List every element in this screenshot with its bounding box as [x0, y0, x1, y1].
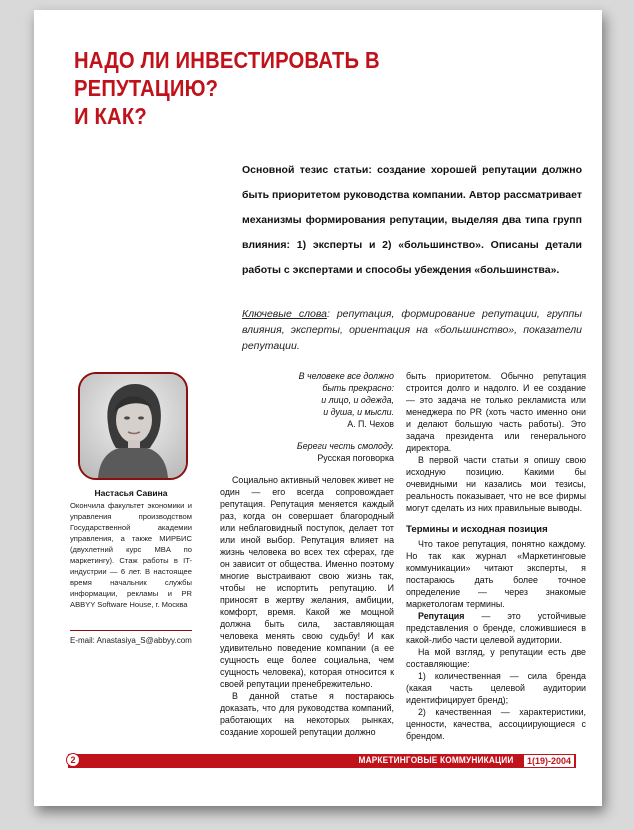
- page-number: 2: [66, 753, 80, 767]
- keywords: [242, 306, 582, 354]
- body-paragraph: 2) качественная — характеристики, ценности, качества, ассоциирующиеся с брендом.: [406, 707, 586, 741]
- author-email[interactable]: E-mail: Anastasiya_S@abbyy.com: [70, 636, 192, 645]
- title-line-1: НАДО ЛИ ИНВЕСТИРОВАТЬ В РЕПУТАЦИЮ?: [74, 47, 380, 101]
- body-paragraph: В данной статье я постараюсь доказать, что для руководства компаний, работающих на некоторых рынках, создание хорошей репутации должно: [220, 691, 394, 737]
- body-paragraph: На мой взгляд, у репутации есть две составляющие:: [406, 647, 586, 669]
- author-photo: [78, 372, 188, 480]
- body-column-1: [220, 370, 394, 738]
- author-portrait-image: [80, 374, 186, 478]
- keywords-label: Ключевые слова: [242, 308, 327, 320]
- title-line-2: И КАК?: [74, 103, 147, 129]
- body-paragraph: 1) количественная — сила бренда (какая часть целевой аудитории идентифицирует бренд);: [406, 671, 586, 705]
- article-title: [74, 46, 514, 130]
- keywords-text: : репутация, формирование репутации, группы влияния, эксперты, ориентация на «большинство», показатели репутации.: [242, 308, 582, 352]
- page-footer: [68, 754, 576, 768]
- epigraph-2-author: Русская поговорка: [317, 453, 394, 463]
- epigraph-1-line-2: быть прекрасно:: [322, 383, 394, 393]
- body-column-2: [406, 370, 586, 742]
- body-paragraph: Социально активный человек живет не один — его всегда сопровождает репутация. Репутация меняется каждый раз, когда он совершает благородный или неблаговидный поступок, делает тот или иной выбор. Репутация влияет на жизнь человека во всех тех сферах, где он зависит от общества. Именно поэтому многие выстраивают свою жизнь так, чтобы не испортить репутацию. И приносят в жертву желания, амбиции, комфорт, время. Какой же мощной должна быть сила, заставляющая человека менять свою судьбу! И как удивительно поведение компании (а ее сущность еще более социальна, чем сущность человека), которая относится к своей репутации пренебрежительно.: [220, 475, 394, 689]
- epigraph-1-line-3: и лицо, и одежда,: [321, 395, 394, 405]
- epigraph-2-line-1: Береги честь смолоду.: [296, 441, 394, 451]
- epigraph-1-line-4: и душа, и мысли.: [323, 407, 394, 417]
- body-paragraph: Что такое репутация, понятно каждому. Но так как журнал «Маркетинговые коммуникации» читают эксперты, я постараюсь дать более точное определение — через знакомые маркетологам термины.: [406, 539, 586, 609]
- journal-name: МАРКЕТИНГОВЫЕ КОММУНИКАЦИИ: [358, 755, 514, 765]
- epigraph-1-author: А. П. Чехов: [347, 419, 394, 429]
- article-abstract: Основной тезис статьи: создание хорошей репутации должно быть приоритетом руководства компании. Автор рассматривает механизмы формирования репутации, выделяя два типа групп влияния: 1) эксперты и 2) «большинство». Описаны детали работы с экспертами и способы убеждения «большинства».: [242, 164, 582, 276]
- body-paragraph: быть приоритетом. Обычно репутация строится долго и надолго. И ее создание — это задача не только рекламиста или менеджера по PR (хоть часто именно они и делают большую часть работы). Это задача президента или генерального директора.: [406, 371, 586, 453]
- author-bio: Окончила факультет экономики и управления производством Государственной академии управления, а также МИРБИС (двухлетний курс MBA по маркетингу). Стаж работы в IT-индустрии — 6 лет. В настоящее время начальник службы информации, рекламы и PR ABBYY Software House, г. Москва: [70, 501, 192, 609]
- issue-number: 1(19)-2004: [524, 755, 574, 767]
- term-reputation: Репутация: [418, 611, 465, 621]
- body-paragraph: [406, 610, 586, 646]
- magazine-page: [34, 10, 602, 806]
- author-divider: [70, 630, 192, 631]
- section-heading: Термины и исходная позиция: [406, 524, 548, 535]
- definition-text: — это устойчивые представления о бренде, сложившиеся в какой-либо части целевой аудитории.: [406, 611, 586, 645]
- author-name: Настасья Савина: [94, 488, 168, 498]
- epigraph-1-line-1: В человеке все должно: [298, 371, 394, 381]
- body-paragraph: В первой части статьи я опишу свою исходную позицию. Какими бы очевидными ни казались мои тезисы, реальность показывает, что не все фирмы могут сделать из них правильные выводы.: [406, 455, 586, 513]
